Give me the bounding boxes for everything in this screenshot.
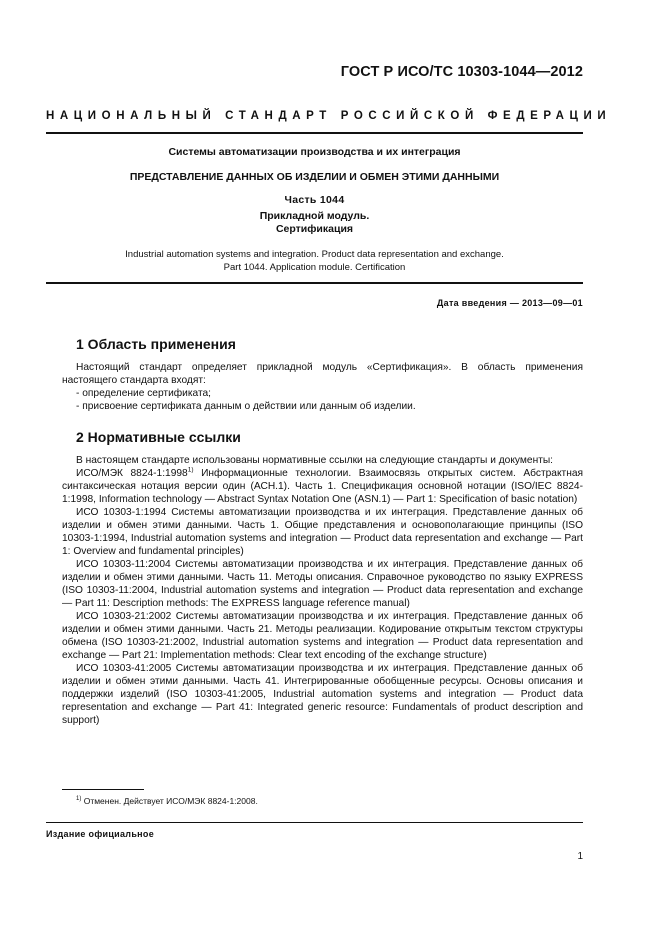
section-1-body <box>62 361 583 413</box>
footnote-rule <box>62 789 144 790</box>
reference-item <box>62 610 583 662</box>
series-title: Системы автоматизации производства и их интеграция <box>168 146 461 158</box>
module-title-line1: Прикладной модуль. <box>259 210 370 222</box>
reference-item <box>62 662 583 727</box>
footnote <box>76 796 258 806</box>
document-code: ГОСТ Р ИСО/ТС 10303-1044—2012 <box>340 64 583 80</box>
reference-text: Информационные технологии. Взаимосвязь открытых систем. Абстрактная синтаксическая нотация версии один (АСН.1). Часть 1. Спецификация основной нотации (ISO/IEC 8824-1:1998, Information technology — Abstract Syntax Notation One (ASN.1) — Part 1: Specification of basic notation) <box>62 468 584 505</box>
introduction-date: Дата введения — 2013—09—01 <box>436 298 583 308</box>
section-1-heading: 1 Область применения <box>76 336 236 352</box>
reference-item <box>62 467 583 506</box>
english-title-line1: Industrial automation systems and integration. Product data representation and exchange. <box>125 249 504 260</box>
footnote-text: Отменен. Действует ИСО/МЭК 8824-1:2008. <box>81 796 258 806</box>
reference-text: Системы автоматизации производства и их интеграция. Представление данных об изделии и обмен этими данными. Часть 41. Интегрированные обобщенные ресурсы. Основы описания и поддержки изделий (ISO 10303-41:2005, Industrial automation systems and integration — Product data representation and exchange — Part 41: Integrated generic resource: Fundamentals of product description and support) <box>62 663 583 726</box>
reference-code: ИСО 10303-11:2004 <box>76 559 171 570</box>
reference-text: Системы автоматизации производства и их интеграция. Представление данных об изделии и обмен этими данными. Часть 11. Методы описания. Справочное руководство по языку EXPRESS (ISO 10303-11:2004, Industrial automation systems and integration — Product data representation and exchange — Part 11: Description methods: The EXPRESS language reference manual) <box>62 559 583 609</box>
reference-item <box>62 558 583 610</box>
document-title: ПРЕДСТАВЛЕНИЕ ДАННЫХ ОБ ИЗДЕЛИИ И ОБМЕН ЭТИМИ ДАННЫМИ <box>129 171 500 183</box>
module-title <box>46 210 583 236</box>
footnote-marker: 1) <box>187 466 194 474</box>
list-item: - определение сертификата; <box>76 388 212 399</box>
page-number: 1 <box>577 851 583 862</box>
national-standard-heading: НАЦИОНАЛЬНЫЙ СТАНДАРТ РОССИЙСКОЙ ФЕДЕРАЦИИ <box>46 110 612 122</box>
section-2-heading: 2 Нормативные ссылки <box>76 429 241 445</box>
list-item: - присвоение сертификата данным о действии или данным об изделии. <box>76 401 416 412</box>
reference-code: ИСО 10303-41:2005 <box>76 663 172 674</box>
title-rule <box>46 282 583 284</box>
section-2-intro: В настоящем стандарте использованы нормативные ссылки на следующие стандарты и документы: <box>76 455 554 466</box>
footnote-mark: 1) <box>76 796 82 803</box>
reference-code: ИСО 10303-21:2002 <box>76 611 172 622</box>
module-title-line2: Сертификация <box>275 223 354 235</box>
part-number: Часть 1044 <box>284 194 345 206</box>
reference-text: Системы автоматизации производства и их интеграция. Представление данных об изделии и обмен этими данными. Часть 1. Общие представления и основополагающие принципы (ISO 10303-1:1994, Industrial automation systems and integration — Product data representation and exchange — Part 1: Overview and fundamental principles) <box>62 507 583 557</box>
edition-label: Издание официальное <box>46 829 155 839</box>
english-title <box>46 248 583 274</box>
section-1-paragraph: Настоящий стандарт определяет прикладной модуль «Сертификация». В область применения настоящего стандарта входят: <box>62 362 583 386</box>
reference-text: Системы автоматизации производства и их интеграция. Представление данных об изделии и обмен этими данными. Часть 21. Методы реализации. Кодирование открытым текстом структуры обмена (ISO 10303-21:2002, Industrial automation systems and integration — Product data representation and exchange — Part 21: Implementation methods: Clear text encoding of the exchange structure) <box>62 611 583 661</box>
footer-rule <box>46 822 583 823</box>
section-2-body <box>62 454 583 727</box>
reference-code: ИСО 10303-1:1994 <box>76 507 167 518</box>
header-rule <box>46 132 583 134</box>
english-title-line2: Part 1044. Application module. Certification <box>223 262 406 273</box>
reference-item <box>62 506 583 558</box>
reference-code: ИСО/МЭК 8824-1:1998 <box>76 468 188 479</box>
